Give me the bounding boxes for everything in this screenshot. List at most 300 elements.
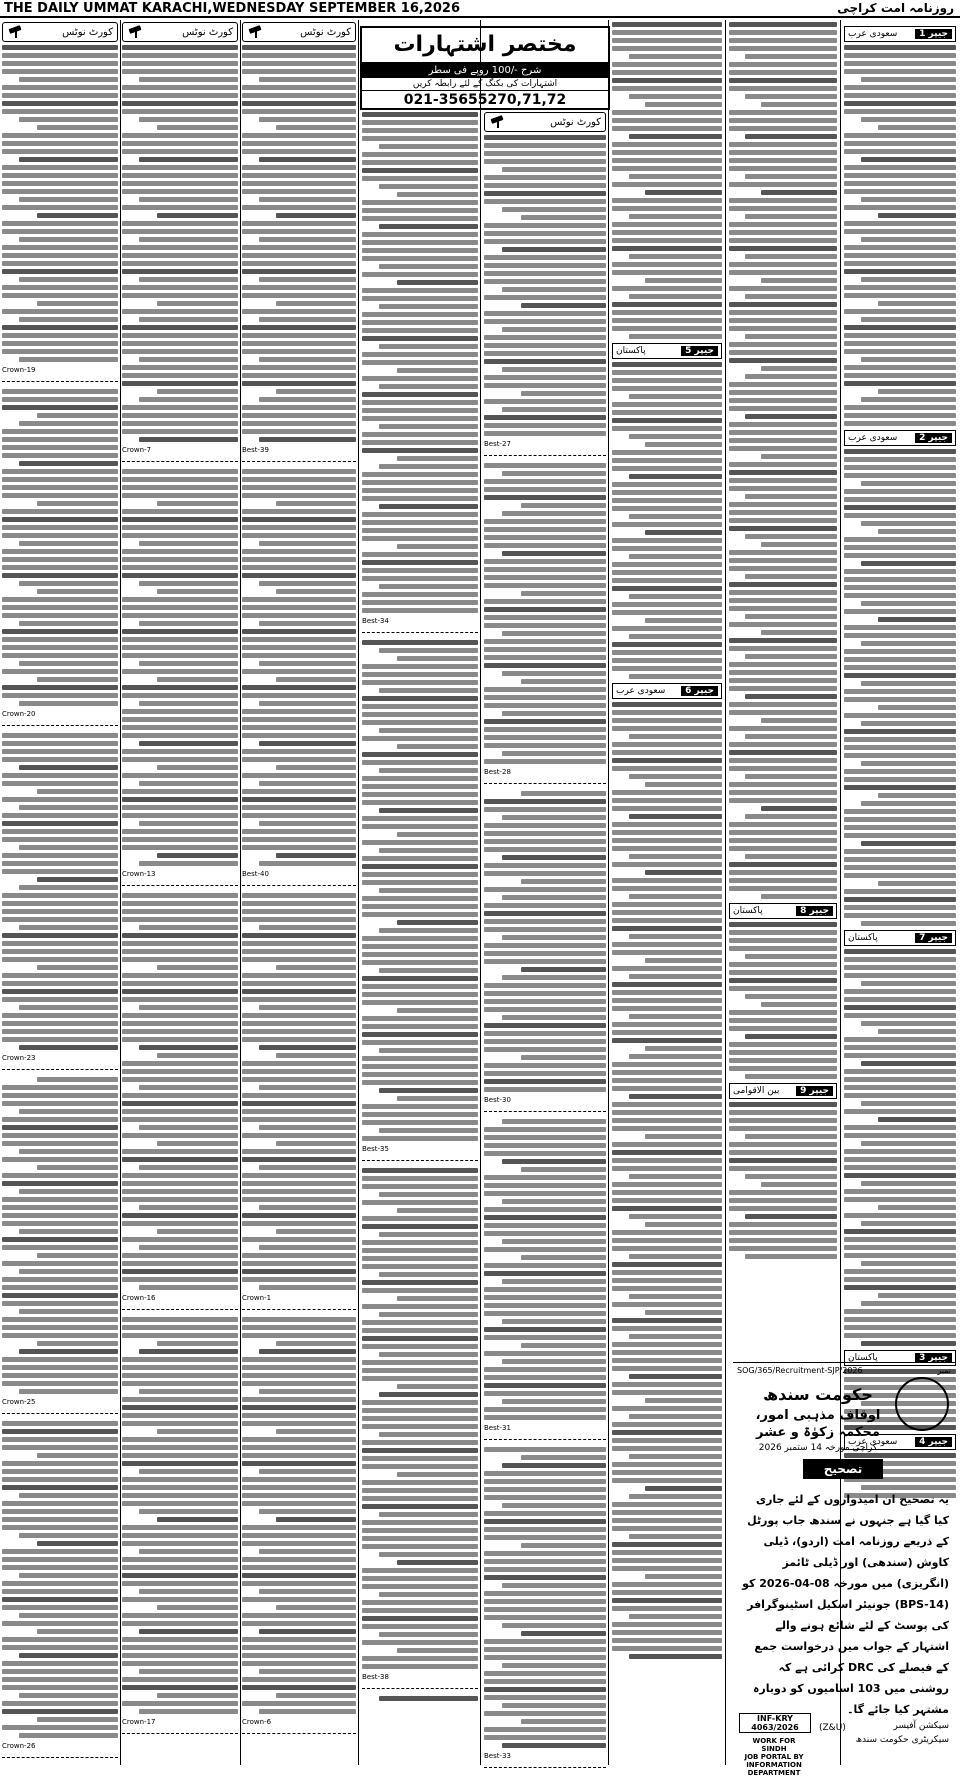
text-line bbox=[861, 157, 956, 162]
text-line bbox=[2, 693, 118, 698]
text-line bbox=[484, 1679, 606, 1684]
text-line bbox=[19, 1309, 118, 1314]
text-line bbox=[861, 237, 956, 242]
text-line bbox=[502, 471, 606, 476]
column-divider bbox=[358, 20, 359, 1765]
text-line bbox=[379, 688, 478, 693]
text-line bbox=[612, 966, 722, 971]
text-line bbox=[729, 862, 837, 867]
notice-reference-row bbox=[733, 1363, 955, 1378]
text-line bbox=[242, 309, 356, 314]
text-line bbox=[242, 269, 356, 274]
text-line bbox=[844, 349, 956, 354]
court-notice-column-4 bbox=[362, 112, 478, 1762]
text-line bbox=[242, 1653, 356, 1658]
text-line bbox=[729, 70, 837, 75]
text-line bbox=[861, 1061, 956, 1066]
text-line bbox=[729, 406, 837, 411]
text-line bbox=[139, 1469, 238, 1474]
text-line bbox=[122, 381, 238, 386]
text-line bbox=[844, 897, 956, 902]
text-line bbox=[629, 1254, 723, 1259]
text-line bbox=[2, 597, 118, 602]
text-line bbox=[139, 277, 238, 282]
text-line bbox=[745, 174, 837, 179]
text-line bbox=[761, 454, 837, 459]
text-line bbox=[276, 1141, 356, 1146]
text-line bbox=[484, 623, 606, 628]
text-line bbox=[242, 133, 356, 138]
text-line bbox=[844, 1197, 956, 1202]
ad-booking: اشتہارات کی بکنگ کے لئے رابطہ کریں bbox=[412, 79, 558, 89]
text-line bbox=[844, 753, 956, 758]
text-line bbox=[397, 744, 478, 749]
notice-divider bbox=[2, 1069, 118, 1070]
text-line bbox=[242, 517, 356, 522]
text-line bbox=[484, 271, 606, 276]
text-line bbox=[259, 317, 356, 322]
text-line bbox=[122, 477, 238, 482]
text-line bbox=[2, 517, 118, 522]
text-line bbox=[629, 594, 723, 599]
text-line bbox=[242, 749, 356, 754]
text-line bbox=[2, 293, 118, 298]
text-line bbox=[362, 1080, 478, 1085]
text-line bbox=[362, 1240, 478, 1245]
text-line bbox=[729, 750, 837, 755]
text-line bbox=[362, 1656, 478, 1661]
text-line bbox=[844, 1253, 956, 1258]
text-line bbox=[484, 871, 606, 876]
text-line bbox=[242, 813, 356, 818]
text-line bbox=[612, 822, 722, 827]
text-line bbox=[362, 1056, 478, 1061]
text-line bbox=[242, 549, 356, 554]
text-line bbox=[729, 790, 837, 795]
text-line bbox=[139, 237, 238, 242]
section-label: سعودی عرب bbox=[616, 686, 666, 696]
text-line bbox=[629, 634, 723, 639]
text-line bbox=[2, 493, 118, 498]
text-line bbox=[362, 912, 478, 917]
text-line bbox=[729, 246, 837, 251]
text-line bbox=[729, 662, 837, 667]
text-line bbox=[612, 1646, 722, 1651]
text-line bbox=[242, 245, 356, 250]
text-line bbox=[729, 1142, 837, 1147]
text-line bbox=[242, 1181, 356, 1186]
text-line bbox=[629, 254, 723, 259]
text-line bbox=[37, 589, 118, 594]
text-line bbox=[729, 590, 837, 595]
text-line bbox=[612, 198, 722, 203]
text-line bbox=[729, 1150, 837, 1155]
text-line bbox=[19, 1189, 118, 1194]
text-line bbox=[844, 713, 956, 718]
text-line bbox=[629, 94, 723, 99]
notice-government: حکومت سندھ bbox=[763, 1385, 873, 1404]
text-line bbox=[2, 853, 118, 858]
text-line bbox=[122, 93, 238, 98]
text-line bbox=[122, 1493, 238, 1498]
text-line bbox=[242, 181, 356, 186]
text-line bbox=[844, 473, 956, 478]
text-line bbox=[362, 1448, 478, 1453]
text-line bbox=[242, 1581, 356, 1586]
text-line bbox=[844, 333, 956, 338]
text-line bbox=[612, 1030, 722, 1035]
text-line bbox=[397, 456, 478, 461]
text-line bbox=[362, 1120, 478, 1125]
text-line bbox=[157, 1517, 238, 1522]
text-line bbox=[612, 1022, 722, 1027]
text-line bbox=[629, 1534, 723, 1539]
notice-ref-tag: Crown-26 bbox=[2, 1742, 36, 1750]
notice-ref-tag: Best-38 bbox=[362, 1673, 389, 1681]
text-line bbox=[379, 504, 478, 509]
text-line bbox=[242, 109, 356, 114]
text-line bbox=[844, 245, 956, 250]
text-line bbox=[612, 1142, 722, 1147]
text-line bbox=[242, 141, 356, 146]
text-line bbox=[844, 261, 956, 266]
text-line bbox=[2, 1685, 118, 1690]
text-line bbox=[861, 481, 956, 486]
text-line bbox=[729, 1222, 837, 1227]
news-text-block bbox=[844, 45, 956, 426]
text-line bbox=[122, 1573, 238, 1578]
text-line bbox=[861, 1021, 956, 1026]
text-line bbox=[122, 549, 238, 554]
text-line bbox=[484, 1247, 606, 1252]
notice-divider bbox=[362, 1688, 478, 1689]
text-line bbox=[729, 702, 837, 707]
text-line bbox=[612, 878, 722, 883]
text-line bbox=[2, 1157, 118, 1162]
text-line bbox=[242, 1277, 356, 1282]
text-line bbox=[362, 824, 478, 829]
text-line bbox=[502, 1663, 606, 1668]
text-line bbox=[242, 1597, 356, 1602]
text-line bbox=[484, 495, 606, 500]
ad-title: مختصر اشتہارات bbox=[362, 28, 608, 64]
text-line bbox=[861, 561, 956, 566]
text-line bbox=[139, 741, 238, 746]
text-line bbox=[745, 954, 837, 959]
text-line bbox=[729, 1206, 837, 1211]
text-line bbox=[259, 821, 356, 826]
text-line bbox=[37, 1717, 118, 1722]
text-line bbox=[122, 1541, 238, 1546]
text-line bbox=[612, 1326, 722, 1331]
text-line bbox=[729, 558, 837, 563]
text-line bbox=[729, 1158, 837, 1163]
text-line bbox=[139, 1165, 238, 1170]
text-line bbox=[122, 1269, 238, 1274]
column-divider bbox=[120, 20, 121, 1765]
notice-divider bbox=[242, 885, 356, 886]
text-line bbox=[2, 109, 118, 114]
text-line bbox=[844, 769, 956, 774]
text-line bbox=[612, 238, 722, 243]
text-line bbox=[122, 789, 238, 794]
text-line bbox=[484, 991, 606, 996]
text-line bbox=[729, 758, 837, 763]
text-line bbox=[242, 573, 356, 578]
text-line bbox=[19, 701, 118, 706]
text-line bbox=[139, 1349, 238, 1354]
text-line bbox=[612, 22, 722, 27]
text-line bbox=[861, 397, 956, 402]
text-line bbox=[242, 1533, 356, 1538]
text-line bbox=[612, 1086, 722, 1091]
text-line bbox=[729, 1198, 837, 1203]
text-line bbox=[19, 1653, 118, 1658]
text-line bbox=[861, 761, 956, 766]
text-line bbox=[844, 913, 956, 918]
text-line bbox=[844, 285, 956, 290]
text-line bbox=[745, 494, 837, 499]
text-line bbox=[484, 1383, 606, 1388]
text-line bbox=[122, 1645, 238, 1650]
text-line bbox=[157, 1341, 238, 1346]
text-line bbox=[629, 1174, 723, 1179]
text-line bbox=[157, 765, 238, 770]
text-line bbox=[139, 581, 238, 586]
text-line bbox=[397, 544, 478, 549]
text-line bbox=[242, 653, 356, 658]
text-line bbox=[37, 1253, 118, 1258]
text-line bbox=[242, 1677, 356, 1682]
text-line bbox=[242, 1269, 356, 1274]
text-line bbox=[861, 1301, 956, 1306]
text-line bbox=[242, 1541, 356, 1546]
text-line bbox=[761, 1002, 837, 1007]
text-line bbox=[122, 1357, 238, 1362]
section-label: سعودی عرب bbox=[848, 29, 898, 39]
notice-ref-tag: Crown-1 bbox=[242, 1294, 272, 1302]
text-line bbox=[2, 285, 118, 290]
text-line bbox=[122, 341, 238, 346]
text-line bbox=[122, 173, 238, 178]
text-line bbox=[122, 629, 238, 634]
notice-ref-tag: Best-30 bbox=[484, 1096, 511, 1104]
text-line bbox=[502, 1359, 606, 1364]
text-line bbox=[379, 928, 478, 933]
text-line bbox=[242, 1325, 356, 1330]
text-line bbox=[484, 1071, 606, 1076]
text-line bbox=[2, 1517, 118, 1522]
text-line bbox=[242, 1397, 356, 1402]
text-line bbox=[729, 1110, 837, 1115]
text-line bbox=[484, 183, 606, 188]
text-line bbox=[122, 525, 238, 530]
text-line bbox=[484, 1087, 606, 1092]
text-line bbox=[484, 423, 606, 428]
text-line bbox=[612, 1470, 722, 1475]
notice-no-label: نمبر bbox=[937, 1366, 951, 1375]
text-line bbox=[19, 541, 118, 546]
text-line bbox=[122, 1637, 238, 1642]
text-line bbox=[484, 295, 606, 300]
text-line bbox=[502, 975, 606, 980]
text-line bbox=[242, 1149, 356, 1154]
text-line bbox=[122, 893, 238, 898]
text-line bbox=[37, 1077, 118, 1082]
text-line bbox=[612, 586, 722, 591]
text-line bbox=[379, 1392, 478, 1397]
text-line bbox=[612, 522, 722, 527]
text-line bbox=[612, 1366, 722, 1371]
text-line bbox=[484, 951, 606, 956]
text-line bbox=[242, 1029, 356, 1034]
text-line bbox=[629, 474, 723, 479]
text-line bbox=[861, 1261, 956, 1266]
text-line bbox=[844, 737, 956, 742]
text-line bbox=[484, 1639, 606, 1644]
text-line bbox=[484, 1303, 606, 1308]
text-line bbox=[122, 1653, 238, 1658]
notice-ref-tag: Best-27 bbox=[484, 440, 511, 448]
text-line bbox=[612, 362, 722, 367]
notice-ref-tag: Best-39 bbox=[242, 446, 269, 454]
text-line bbox=[521, 1055, 606, 1060]
text-line bbox=[484, 175, 606, 180]
text-line bbox=[362, 360, 478, 365]
text-line bbox=[2, 1477, 118, 1482]
text-line bbox=[2, 685, 118, 690]
column-divider bbox=[725, 20, 726, 1765]
text-line bbox=[729, 486, 837, 491]
news-text-block bbox=[729, 922, 837, 1079]
text-line bbox=[844, 149, 956, 154]
text-line bbox=[19, 1493, 118, 1498]
text-line bbox=[122, 261, 238, 266]
text-line bbox=[19, 1045, 118, 1050]
text-line bbox=[484, 1551, 606, 1556]
section-header bbox=[844, 930, 956, 946]
text-line bbox=[379, 304, 478, 309]
column-divider bbox=[480, 20, 481, 1765]
text-line bbox=[484, 1687, 606, 1692]
text-line bbox=[729, 142, 837, 147]
text-line bbox=[19, 197, 118, 202]
text-line bbox=[2, 1141, 118, 1146]
text-line bbox=[362, 1064, 478, 1069]
text-line bbox=[612, 1150, 722, 1155]
text-line bbox=[502, 1583, 606, 1588]
text-line bbox=[362, 1520, 478, 1525]
text-line bbox=[612, 182, 722, 187]
text-line bbox=[729, 446, 837, 451]
text-line bbox=[844, 1005, 956, 1010]
text-line bbox=[242, 949, 356, 954]
text-line bbox=[502, 1015, 606, 1020]
signature-line-2: سیکریٹری حکومت سندھ bbox=[855, 1735, 949, 1745]
text-line bbox=[362, 168, 478, 173]
text-line bbox=[242, 997, 356, 1002]
text-line bbox=[761, 278, 837, 283]
text-line bbox=[37, 965, 118, 970]
text-line bbox=[484, 1711, 606, 1716]
text-line bbox=[844, 1133, 956, 1138]
text-line bbox=[484, 535, 606, 540]
text-line bbox=[122, 1365, 238, 1370]
text-line bbox=[861, 1181, 956, 1186]
text-line bbox=[2, 909, 118, 914]
text-line bbox=[484, 999, 606, 1004]
text-line bbox=[612, 1246, 722, 1251]
text-line bbox=[122, 1333, 238, 1338]
text-line bbox=[242, 973, 356, 978]
text-line bbox=[844, 1237, 956, 1242]
text-line bbox=[729, 946, 837, 951]
text-line bbox=[844, 465, 956, 470]
text-line bbox=[259, 621, 356, 626]
text-line bbox=[2, 1549, 118, 1554]
text-line bbox=[2, 549, 118, 554]
text-line bbox=[502, 1199, 606, 1204]
text-line bbox=[761, 1182, 837, 1187]
text-line bbox=[629, 514, 723, 519]
text-line bbox=[645, 1486, 722, 1491]
text-line bbox=[612, 386, 722, 391]
text-line bbox=[484, 663, 606, 668]
text-line bbox=[362, 696, 478, 701]
text-line bbox=[19, 885, 118, 890]
text-line bbox=[2, 85, 118, 90]
text-line bbox=[362, 136, 478, 141]
text-line bbox=[745, 374, 837, 379]
text-line bbox=[745, 1254, 837, 1259]
text-line bbox=[276, 1605, 356, 1610]
text-line bbox=[122, 221, 238, 226]
text-line bbox=[729, 782, 837, 787]
text-line bbox=[844, 505, 956, 510]
text-line bbox=[259, 1709, 356, 1714]
text-line bbox=[502, 1239, 606, 1244]
text-line bbox=[242, 421, 356, 426]
text-line bbox=[629, 1014, 723, 1019]
text-line bbox=[139, 621, 238, 626]
text-line bbox=[484, 199, 606, 204]
text-line bbox=[484, 1127, 606, 1132]
text-line bbox=[629, 894, 723, 899]
text-line bbox=[729, 710, 837, 715]
text-line bbox=[612, 830, 722, 835]
text-line bbox=[242, 1333, 356, 1338]
text-line bbox=[362, 1328, 478, 1333]
text-line bbox=[844, 309, 956, 314]
text-line bbox=[362, 800, 478, 805]
text-line bbox=[242, 909, 356, 914]
text-line bbox=[844, 449, 956, 454]
text-line bbox=[19, 661, 118, 666]
text-line bbox=[729, 22, 837, 27]
text-line bbox=[2, 1013, 118, 1018]
text-line bbox=[745, 94, 837, 99]
text-line bbox=[2, 1437, 118, 1442]
text-line bbox=[612, 1342, 722, 1347]
text-line bbox=[844, 665, 956, 670]
text-line bbox=[612, 1518, 722, 1523]
text-line bbox=[484, 1479, 606, 1484]
text-line bbox=[362, 896, 478, 901]
text-line bbox=[2, 1125, 118, 1130]
text-line bbox=[362, 1264, 478, 1269]
text-line bbox=[242, 709, 356, 714]
text-line bbox=[242, 485, 356, 490]
